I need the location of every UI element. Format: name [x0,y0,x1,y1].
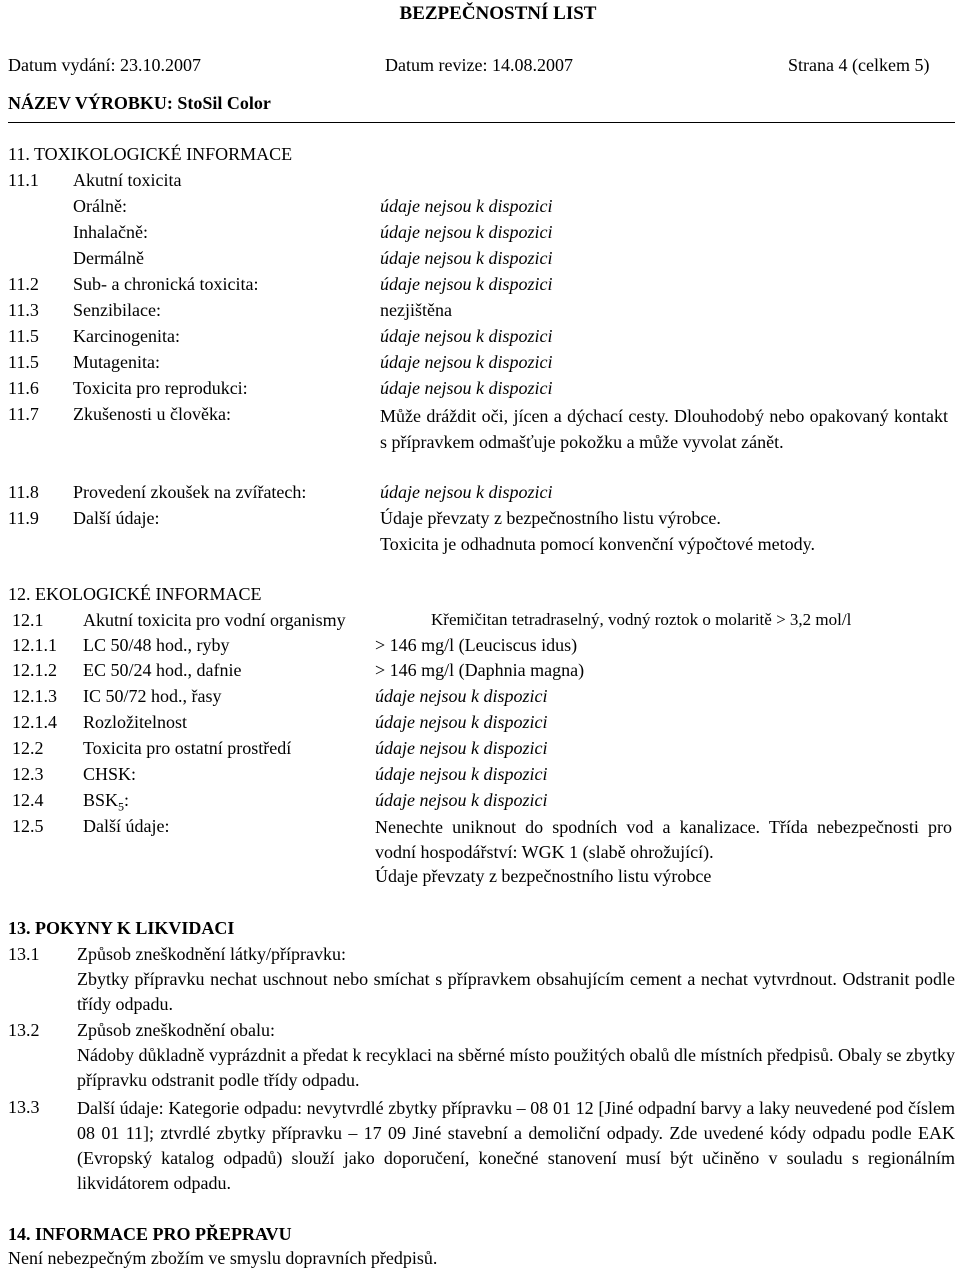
row-num: 11.2 [8,274,39,294]
row-value: údaje nejsou k dispozici [380,378,553,398]
row-label: Akutní toxicita pro vodní organismy [83,610,346,630]
row-value: údaje nejsou k dispozici [375,790,548,810]
bsk-label: BSK [83,790,119,810]
header-divider [8,122,955,123]
section-14-heading: 14. INFORMACE PRO PŘEPRAVU [8,1224,292,1244]
row-value: Údaje převzaty z bezpečnostního listu výrobce. [380,508,721,528]
other-info-source: Údaje převzaty z bezpečnostního listu výrobce [375,866,712,886]
row-value: údaje nejsou k dispozici [380,482,553,502]
row-num: 12.1.4 [12,712,57,732]
row-num: 13.3 [8,1097,40,1117]
row-label: Senzibilace: [73,300,161,320]
row-label: Sub- a chronická toxicita: [73,274,259,294]
row-label: Inhalačně: [73,222,148,242]
row-value: údaje nejsou k dispozici [375,764,548,784]
row-label: Akutní toxicita [73,170,182,190]
row-value: údaje nejsou k dispozici [380,248,553,268]
row-value: údaje nejsou k dispozici [380,274,553,294]
row-num: 11.5 [8,352,39,372]
row-label: Mutagenita: [73,352,160,372]
row-label: Dermálně [73,248,144,268]
row-value: údaje nejsou k dispozici [375,738,548,758]
row-label: Rozložitelnost [83,712,187,732]
row-value: údaje nejsou k dispozici [380,326,553,346]
document-title: BEZPEČNOSTNÍ LIST [399,3,597,24]
date-revised: Datum revize: 14.08.2007 [385,55,573,75]
row-num: 13.1 [8,944,40,964]
row-num: 11.1 [8,170,39,190]
row-label: CHSK: [83,764,137,784]
row-value: Křemičitan tetradraselný, vodný roztok o molaritě > 3,2 mol/l [431,610,852,629]
section-12-heading: 12. EKOLOGICKÉ INFORMACE [8,584,262,604]
date-issued: Datum vydání: 23.10.2007 [8,55,201,75]
row-label: Zkušenosti u člověka: [73,404,231,424]
row-num: 12.1 [12,610,44,630]
row-value: > 146 mg/l (Leuciscus idus) [375,635,578,655]
transport-info-text: Není nebezpečným zbožím ve smyslu dopravních předpisů. [8,1248,438,1268]
row-label: Způsob zneškodnění látky/přípravku: [77,944,346,964]
section-11-heading: 11. TOXIKOLOGICKÉ INFORMACE [8,144,293,164]
row-label: Další údaje: [73,508,160,528]
row-label: Další údaje: [83,816,170,836]
row-value: údaje nejsou k dispozici [375,712,548,732]
row-value: > 146 mg/l (Daphnia magna) [375,660,585,680]
row-value: Toxicita je odhadnuta pomocí konvenční výpočtové metody. [380,534,815,554]
disposal-substance-text: Zbytky přípravku nechat uschnout nebo smíchat s přípravkem obsahujícím cement a nechat vytvrdnout. Odstranit podle třídy odpadu. [77,969,955,1014]
row-label: Orálně: [73,196,127,216]
product-name: NÁZEV VÝROBKU: StoSil Color [8,93,271,113]
row-value: údaje nejsou k dispozici [380,352,553,372]
row-label: EC 50/24 hod., dafnie [83,660,242,680]
bsk-colon: : [124,790,130,810]
row-label: IC 50/72 hod., řasy [83,686,222,706]
row-num: 11.7 [8,404,39,424]
row-value: nezjištěna [380,300,452,320]
row-label: Karcinogenita: [73,326,180,346]
row-num: 13.2 [8,1020,40,1040]
other-info-text: Nenechte uniknout do spodních vod a kanalizace. Třída nebezpečnosti pro vodní hospodářství: WGK 1 (slabě ohrožující). [375,817,952,862]
page-number: Strana 4 (celkem 5) [788,55,930,75]
disposal-packaging-text: Nádoby důkladně vyprázdnit a předat k recyklaci na sběrné místo použitých obalů dle místních předpisů. Obaly se zbytky přípravku odstranit podle třídy odpadu. [77,1045,955,1090]
human-experience-text: Může dráždit oči, jícen a dýchací cesty. Dlouhodobý nebo opakovaný kontakt s přípravkem odmašťuje pokožku a může vyvolat zánět. [380,406,948,452]
row-label: Toxicita pro reprodukci: [73,378,248,398]
section-13-heading: 13. POKYNY K LIKVIDACI [8,918,235,938]
row-num: 11.6 [8,378,39,398]
row-label: Toxicita pro ostatní prostředí [83,738,292,758]
row-label: LC 50/48 hod., ryby [83,635,230,655]
row-num: 12.2 [12,738,44,758]
row-num: 12.1.3 [12,686,57,706]
row-label: Provedení zkoušek na zvířatech: [73,482,307,502]
row-num: 12.4 [12,790,44,810]
row-label: Způsob zneškodnění obalu: [77,1020,275,1040]
row-num: 12.3 [12,764,44,784]
disposal-other-text: Další údaje: Kategorie odpadu: nevytvrdlé zbytky přípravku – 08 01 12 [Jiné odpadní barvy a laky neuvedené pod číslem 08 01 11]; ztvrdlé zbytky přípravku – 17 09 Jiné stavební a demoliční odpady. Zde uvedené kódy odpadu podle EAK (Evropský katalog odpadů) slouží jako doporučení, konečné stanovení musí být učiněno v souladu s regionálním likvidátorem odpadu. [77,1098,955,1193]
row-value: údaje nejsou k dispozici [375,686,548,706]
row-value: údaje nejsou k dispozici [380,196,553,216]
row-num: 11.5 [8,326,39,346]
bsk-subscript: 5 [118,799,125,814]
row-num: 12.5 [12,816,44,836]
row-label [83,789,129,818]
row-num: 11.9 [8,508,39,528]
row-num: 12.1.1 [12,635,57,655]
row-num: 12.1.2 [12,660,57,680]
row-num: 11.8 [8,482,39,502]
row-num: 11.3 [8,300,39,320]
row-value: údaje nejsou k dispozici [380,222,553,242]
